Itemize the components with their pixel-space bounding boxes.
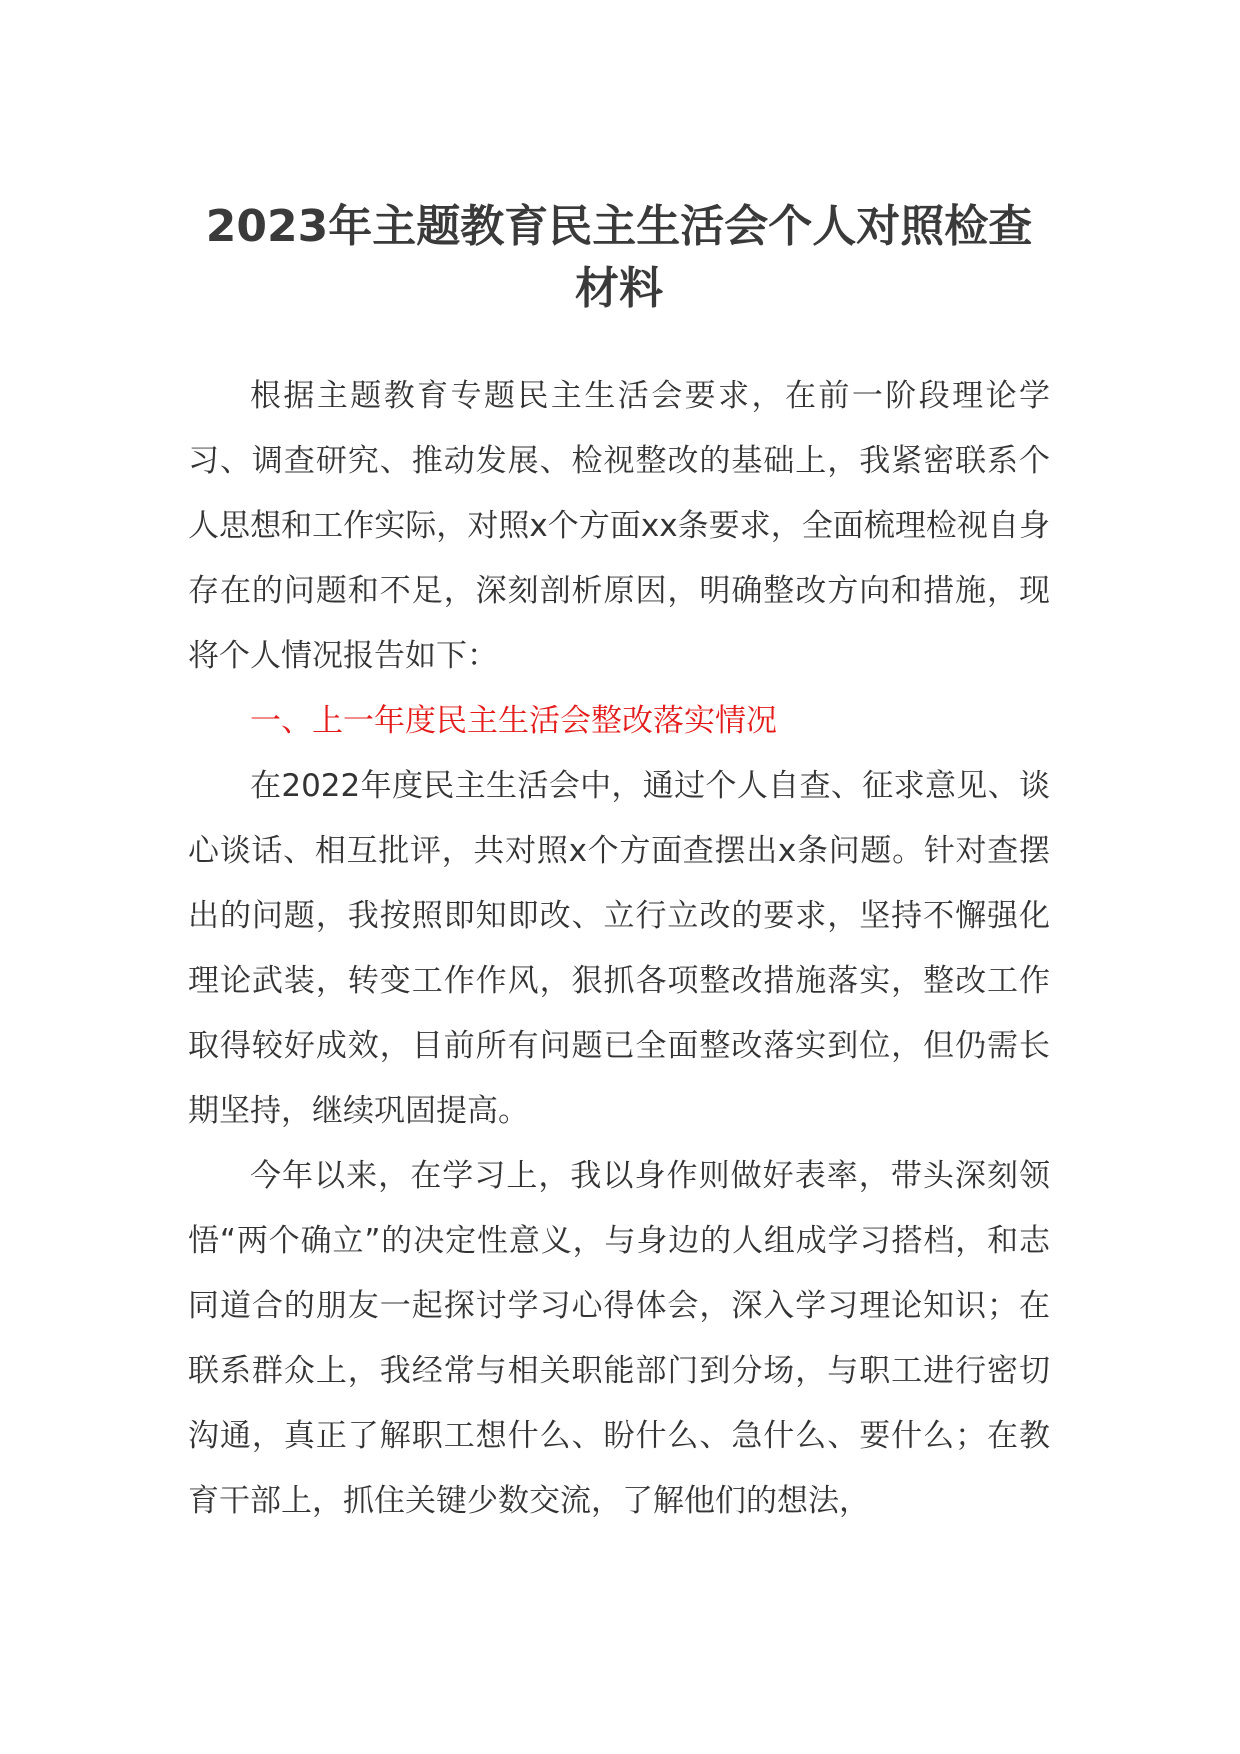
body-paragraph: 在2022年度民主生活会中，通过个人自查、征求意见、谈心谈话、相互批评，共对照x个方面查摆出x条问题。针对查摆出的问题，我按照即知即改、立行立改的要求，坚持不懈强化理论武装，转变工作作风，狠抓各项整改措施落实，整改工作取得较好成效，目前所有问题已全面整改落实到位，但仍需长期坚持，继续巩固提高。 <box>188 768 1050 1129</box>
section-heading: 一、上一年度民主生活会整改落实情况 <box>250 703 777 739</box>
document-title: 2023年主题教育民主生活会个人对照检查材料 <box>205 201 1033 314</box>
intro-paragraph: 根据主题教育专题民主生活会要求，在前一阶段理论学习、调查研究、推动发展、检视整改的基础上，我紧密联系个人思想和工作实际，对照x个方面xx条要求，全面梳理检视自身存在的问题和不足，深刻剖析原因，明确整改方向和措施，现将个人情况报告如下： <box>188 378 1050 674</box>
document-body <box>188 196 1050 1534</box>
body-paragraph: 今年以来，在学习上，我以身作则做好表率，带头深刻领悟“两个确立”的决定性意义，与身边的人组成学习搭档，和志同道合的朋友一起探讨学习心得体会，深入学习理论知识；在联系群众上，我经常与相关职能部门到分场，与职工进行密切沟通，真正了解职工想什么、盼什么、急什么、要什么；在教育干部上，抓住关键少数交流，了解他们的想法， <box>188 1158 1050 1519</box>
